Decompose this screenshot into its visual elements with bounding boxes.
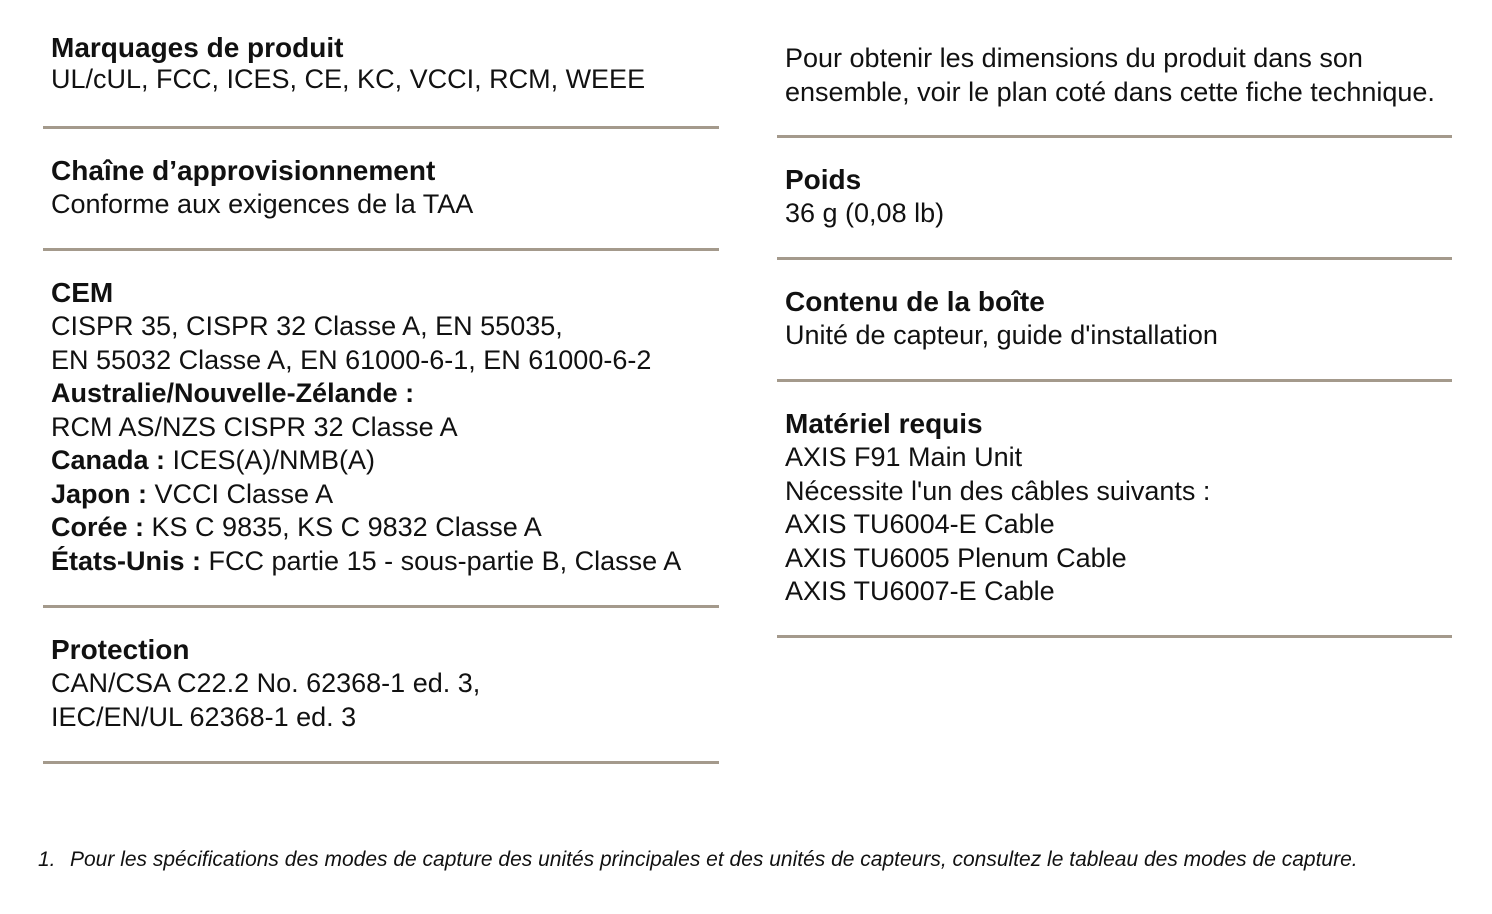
- protection-section: [43, 608, 719, 764]
- required-item-5: AXIS TU6007-E Cable: [785, 576, 1055, 606]
- emc-standards-line-2: EN 55032 Classe A, EN 61000-6-1, EN 61000-6-2: [51, 344, 652, 375]
- weight-title: Poids: [785, 164, 862, 195]
- dimensions-note-section: [777, 0, 1452, 138]
- required-item-1: AXIS F91 Main Unit: [785, 442, 1023, 472]
- required-item-3: AXIS TU6004-E Cable: [785, 509, 1055, 539]
- emc-standards-line-1: CISPR 35, CISPR 32 Classe A, EN 55035,: [51, 311, 563, 341]
- emc-section: [43, 251, 719, 608]
- emc-australia-value: RCM AS/NZS CISPR 32 Classe A: [51, 411, 458, 442]
- required-equipment-title: Matériel requis: [785, 408, 983, 439]
- right-column: [777, 0, 1452, 638]
- korea-label: Corée :: [51, 512, 145, 542]
- footnote: [38, 846, 1358, 874]
- box-contents-value: Unité de capteur, guide d'installation: [785, 320, 1218, 350]
- dimensions-note-line-1: Pour obtenir les dimensions du produit dans son: [785, 43, 1363, 73]
- left-column: [43, 0, 719, 764]
- dimensions-note-line-2: ensemble, voir le plan coté dans cette fiche technique.: [785, 76, 1435, 107]
- usa-value: FCC partie 15 - sous-partie B, Classe A: [201, 545, 682, 576]
- markings-section: [43, 0, 719, 129]
- supply-chain-value: Conforme aux exigences de la TAA: [51, 189, 474, 219]
- emc-korea-row: [51, 511, 711, 545]
- required-equipment-section: [777, 382, 1452, 638]
- emc-canada-row: [51, 444, 711, 478]
- japan-label: Japon :: [51, 478, 148, 509]
- markings-title: Marquages de produit: [51, 32, 344, 63]
- emc-australia-label: [51, 377, 711, 411]
- emc-japan-row: [51, 478, 711, 512]
- canada-label: Canada :: [51, 445, 166, 475]
- supply-chain-section: [43, 129, 719, 251]
- footnote-number: 1.: [38, 848, 56, 871]
- usa-label: États-Unis :: [51, 545, 202, 576]
- box-contents-section: [777, 260, 1452, 382]
- protection-line-2: IEC/EN/UL 62368-1 ed. 3: [51, 701, 357, 732]
- box-contents-title: Contenu de la boîte: [785, 286, 1045, 317]
- emc-usa-row: [51, 545, 711, 579]
- canada-value: ICES(A)/NMB(A): [165, 445, 376, 475]
- required-item-4: AXIS TU6005 Plenum Cable: [785, 542, 1127, 573]
- korea-value: KS C 9835, KS C 9832 Classe A: [144, 512, 542, 542]
- japan-value: VCCI Classe A: [147, 478, 334, 509]
- required-item-2: Nécessite l'un des câbles suivants :: [785, 475, 1211, 506]
- protection-line-1: CAN/CSA C22.2 No. 62368-1 ed. 3,: [51, 668, 481, 698]
- markings-value: UL/cUL, FCC, ICES, CE, KC, VCCI, RCM, WEEE: [51, 64, 646, 94]
- emc-title: CEM: [51, 277, 114, 308]
- australia-label: Australie/Nouvelle-Zélande :: [51, 378, 415, 408]
- weight-section: [777, 138, 1452, 260]
- protection-title: Protection: [51, 634, 190, 665]
- supply-chain-title: Chaîne d’approvisionnement: [51, 155, 436, 186]
- weight-value: 36 g (0,08 lb): [785, 198, 945, 228]
- footnote-text: Pour les spécifications des modes de capture des unités principales et des unités de capteurs, consultez le tableau des modes de capture.: [70, 848, 1358, 871]
